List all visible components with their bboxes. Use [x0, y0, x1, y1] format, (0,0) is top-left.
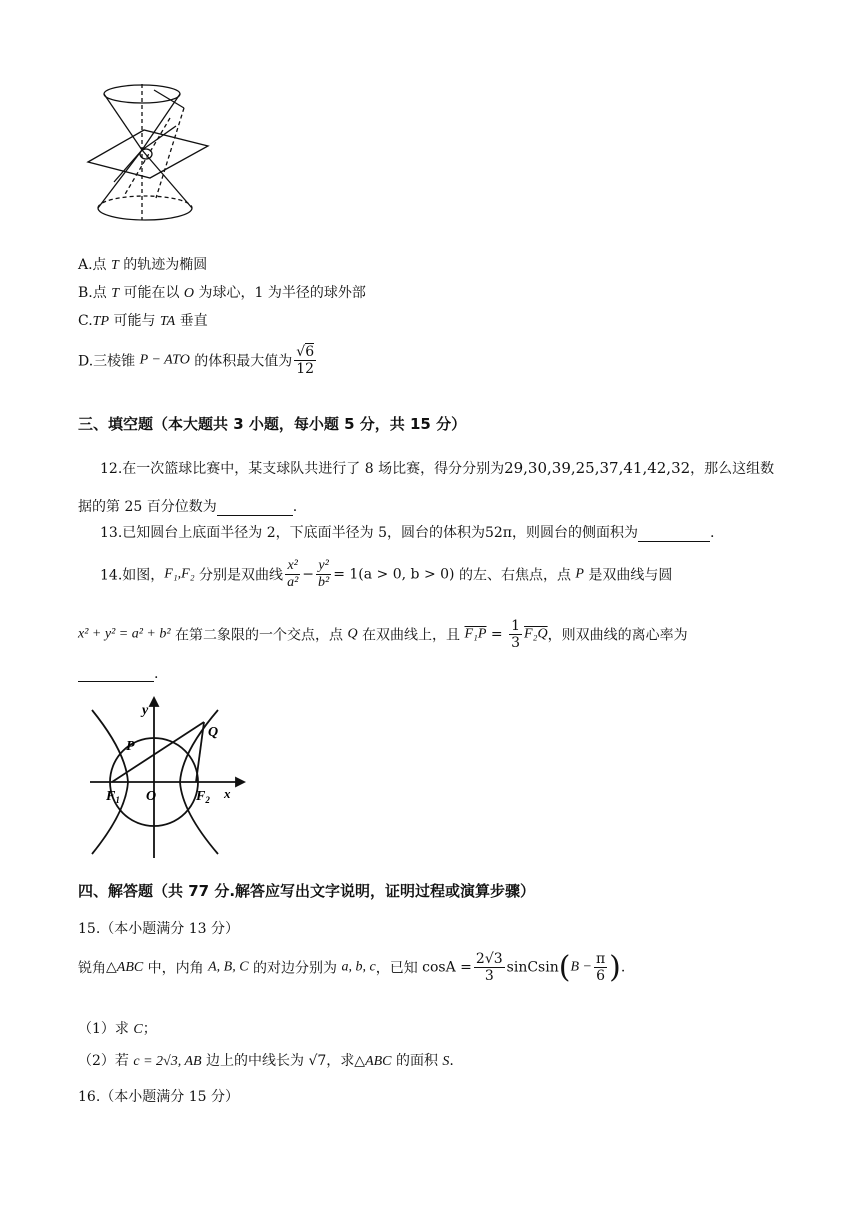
x-axis-label: x — [224, 786, 231, 801]
choice-b: B.点 T 可能在以 O 为球心，1 为半径的球外部 — [78, 285, 366, 301]
section-3-title: 三、填空题（本大题共 3 小题，每小题 5 分，共 15 分） — [78, 415, 467, 433]
focus-2-label: $F_2$ — [196, 789, 210, 805]
origin-label: O — [146, 789, 157, 804]
question-15-header: 15.（本小题满分 13 分） — [78, 921, 239, 937]
question-15-statement: 锐角△ABC 中，内角 A, B, C 的对边分别为 a, b, c，已知 cosA = $\frac{2√3}{3}$ sinCsin(B − $\frac{\pi}{6}$ ). — [78, 950, 626, 985]
question-14-line-1: 14.如图，F₁,F₂ 分别是双曲线 $\frac{\text{x²}}{\text{a²}}$ − $\frac{\text{y²}}{\text{b²}}$ = 1(a > 0, b > 0) 的左、右焦点，点 P 是双曲线与圆 — [100, 558, 673, 590]
point-q-label: Q — [208, 725, 219, 740]
question-15-part-2: （2）若 c = 2√3, AB 边上的中线长为 √7，求△ABC 的面积 S. — [78, 1053, 454, 1069]
choice-a: A.点 T 的轨迹为椭圆 — [78, 257, 208, 273]
question-12-line-1: 12.在一次篮球比赛中，某支球队共进行了 8 场比赛，得分分别为29,30,39,25,37,41,42,32，那么这组数 — [100, 459, 775, 477]
cone-figure — [84, 78, 214, 228]
focus-1-label: $F_1$ — [106, 789, 120, 805]
question-14-line-3: . — [78, 666, 158, 682]
y-axis-label: y — [142, 703, 149, 718]
answer-blank-14[interactable] — [78, 667, 154, 682]
question-12-line-2: 据的第 25 百分位数为 . — [78, 499, 298, 515]
hyperbola-figure — [86, 692, 246, 862]
question-14-line-2: x² + y² = a² + b² 在第二象限的一个交点，点 Q 在双曲线上，且 F₁P = $\frac{1}{3}$ F₂Q，则双曲线的离心率为 — [78, 618, 688, 651]
question-13: 13.已知圆台上底面半径为 2，下底面半径为 5，圆台的体积为52π，则圆台的侧面积为 . — [100, 525, 715, 541]
answer-blank-13[interactable] — [638, 527, 710, 542]
question-15-part-1: （1）求 C； — [78, 1021, 157, 1037]
choice-d: D.三棱锥 P − ATO 的体积最大值为 $\frac{√6}{12}$ — [78, 344, 315, 377]
answer-blank-12[interactable] — [217, 501, 293, 516]
choice-c: C.TP 可能与 TA 垂直 — [78, 313, 208, 329]
point-p-label: P — [126, 739, 135, 754]
volume-fraction: $\frac{√6}{12}$ — [296, 344, 315, 377]
question-16-header: 16.（本小题满分 15 分） — [78, 1089, 239, 1105]
section-4-title: 四、解答题（共 77 分.解答应写出文字说明，证明过程或演算步骤） — [78, 882, 536, 900]
